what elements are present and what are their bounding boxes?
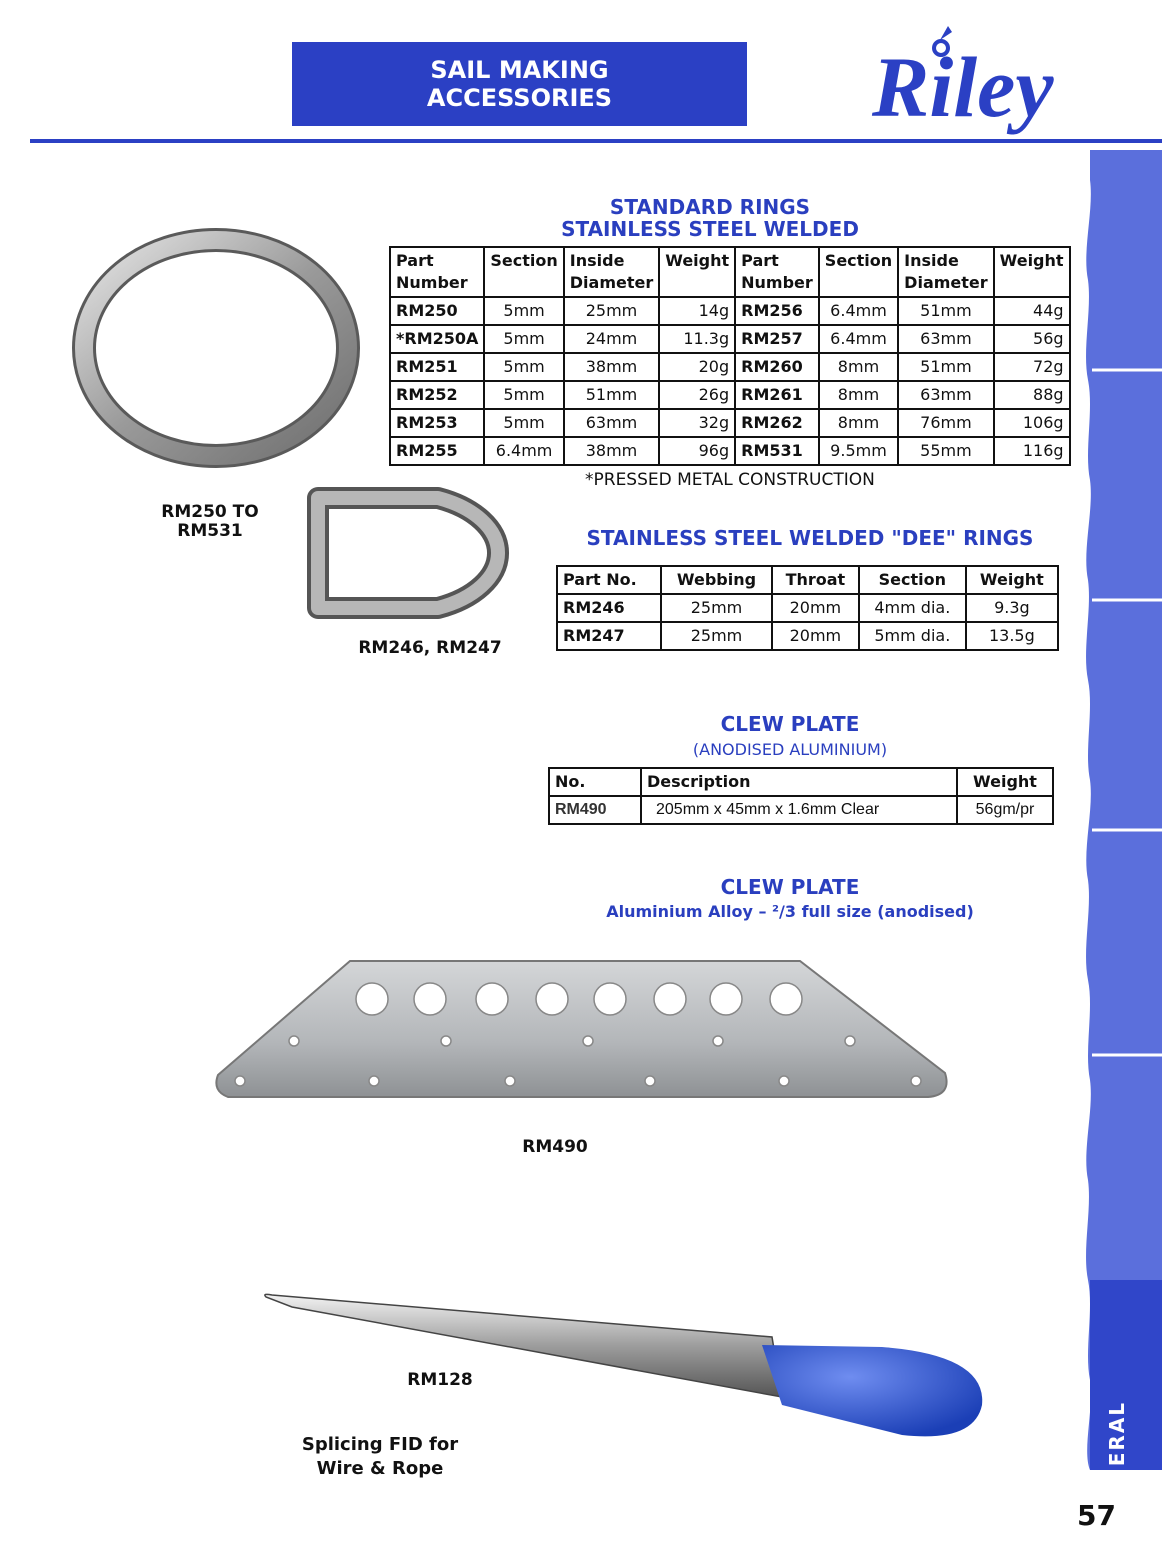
- header-line-2: ACCESSORIES: [426, 84, 613, 112]
- col-header: Inside Diameter: [564, 247, 659, 297]
- table-row: RM250 5mm 25mm 14g RM256 6.4mm 51mm 44g: [390, 297, 1070, 325]
- col-header: Weight: [659, 247, 735, 297]
- splicing-fid-image: [262, 1285, 987, 1445]
- col-header: No.: [549, 768, 641, 796]
- col-header: Part Number: [735, 247, 819, 297]
- clew-plate-table-title: CLEW PLATE (ANODISED ALUMINIUM): [692, 712, 888, 759]
- col-header: Inside Diameter: [898, 247, 993, 297]
- table-header-row: [557, 566, 1058, 594]
- clew-plate-image: [210, 955, 955, 1105]
- col-header: Section: [859, 566, 966, 594]
- col-header: Weight: [957, 768, 1053, 796]
- section-header: [292, 42, 747, 126]
- page-number: 57: [1077, 1499, 1116, 1532]
- table-row: RM490 205mm x 45mm x 1.6mm Clear 56gm/pr: [549, 796, 1053, 824]
- table-row: RM253 5mm 63mm 32g RM262 8mm 76mm 106g: [390, 409, 1070, 437]
- clew-plate-caption: RM490: [522, 1137, 588, 1157]
- header-line-1: SAIL MAKING: [430, 56, 609, 84]
- standard-rings-title: STANDARD RINGS STAINLESS STEEL WELDED: [561, 195, 859, 241]
- fid-caption: RM128: [407, 1370, 473, 1390]
- round-ring-image: [70, 228, 362, 468]
- table-header-row: [390, 247, 1070, 297]
- table-header-row: [549, 768, 1053, 796]
- col-header: Description: [641, 768, 957, 796]
- standard-rings-table: [389, 246, 1071, 466]
- table-row: RM252 5mm 51mm 26g RM261 8mm 63mm 88g: [390, 381, 1070, 409]
- col-header: Part Number: [390, 247, 484, 297]
- col-header: Weight: [994, 247, 1070, 297]
- col-header: Weight: [966, 566, 1058, 594]
- riley-logo: [868, 18, 1058, 136]
- dee-rings-table: [556, 565, 1059, 651]
- col-header: Part No.: [557, 566, 661, 594]
- logo-text: Riley: [872, 39, 1054, 135]
- dee-ring-image: [298, 478, 550, 628]
- dee-ring-caption: RM246, RM247: [358, 638, 502, 658]
- col-header: Webbing: [661, 566, 772, 594]
- pressed-metal-footnote: *PRESSED METAL CONSTRUCTION: [585, 470, 875, 490]
- side-tab-label: GENERAL: [1105, 1400, 1130, 1520]
- table-row: RM247 25mm 20mm 5mm dia. 13.5g: [557, 622, 1058, 650]
- round-ring-caption: RM250 TO RM531: [161, 502, 259, 541]
- fid-description: Splicing FID for Wire & Rope: [301, 1434, 459, 1479]
- right-wave-band: [1082, 150, 1162, 1470]
- col-header: Throat: [772, 566, 859, 594]
- table-row: RM246 25mm 20mm 4mm dia. 9.3g: [557, 594, 1058, 622]
- col-header: Section: [484, 247, 563, 297]
- clew-plate-table: [548, 767, 1054, 825]
- clew-plate-image-title: CLEW PLATE Aluminium Alloy – ²/3 full size (anodised): [606, 875, 974, 921]
- table-row: *RM250A 5mm 24mm 11.3g RM257 6.4mm 63mm 56g: [390, 325, 1070, 353]
- table-row: RM251 5mm 38mm 20g RM260 8mm 51mm 72g: [390, 353, 1070, 381]
- table-row: RM255 6.4mm 38mm 96g RM531 9.5mm 55mm 116g: [390, 437, 1070, 465]
- dee-rings-title: STAINLESS STEEL WELDED "DEE" RINGS: [586, 526, 1034, 550]
- header-rule: [30, 139, 1162, 143]
- col-header: Section: [819, 247, 898, 297]
